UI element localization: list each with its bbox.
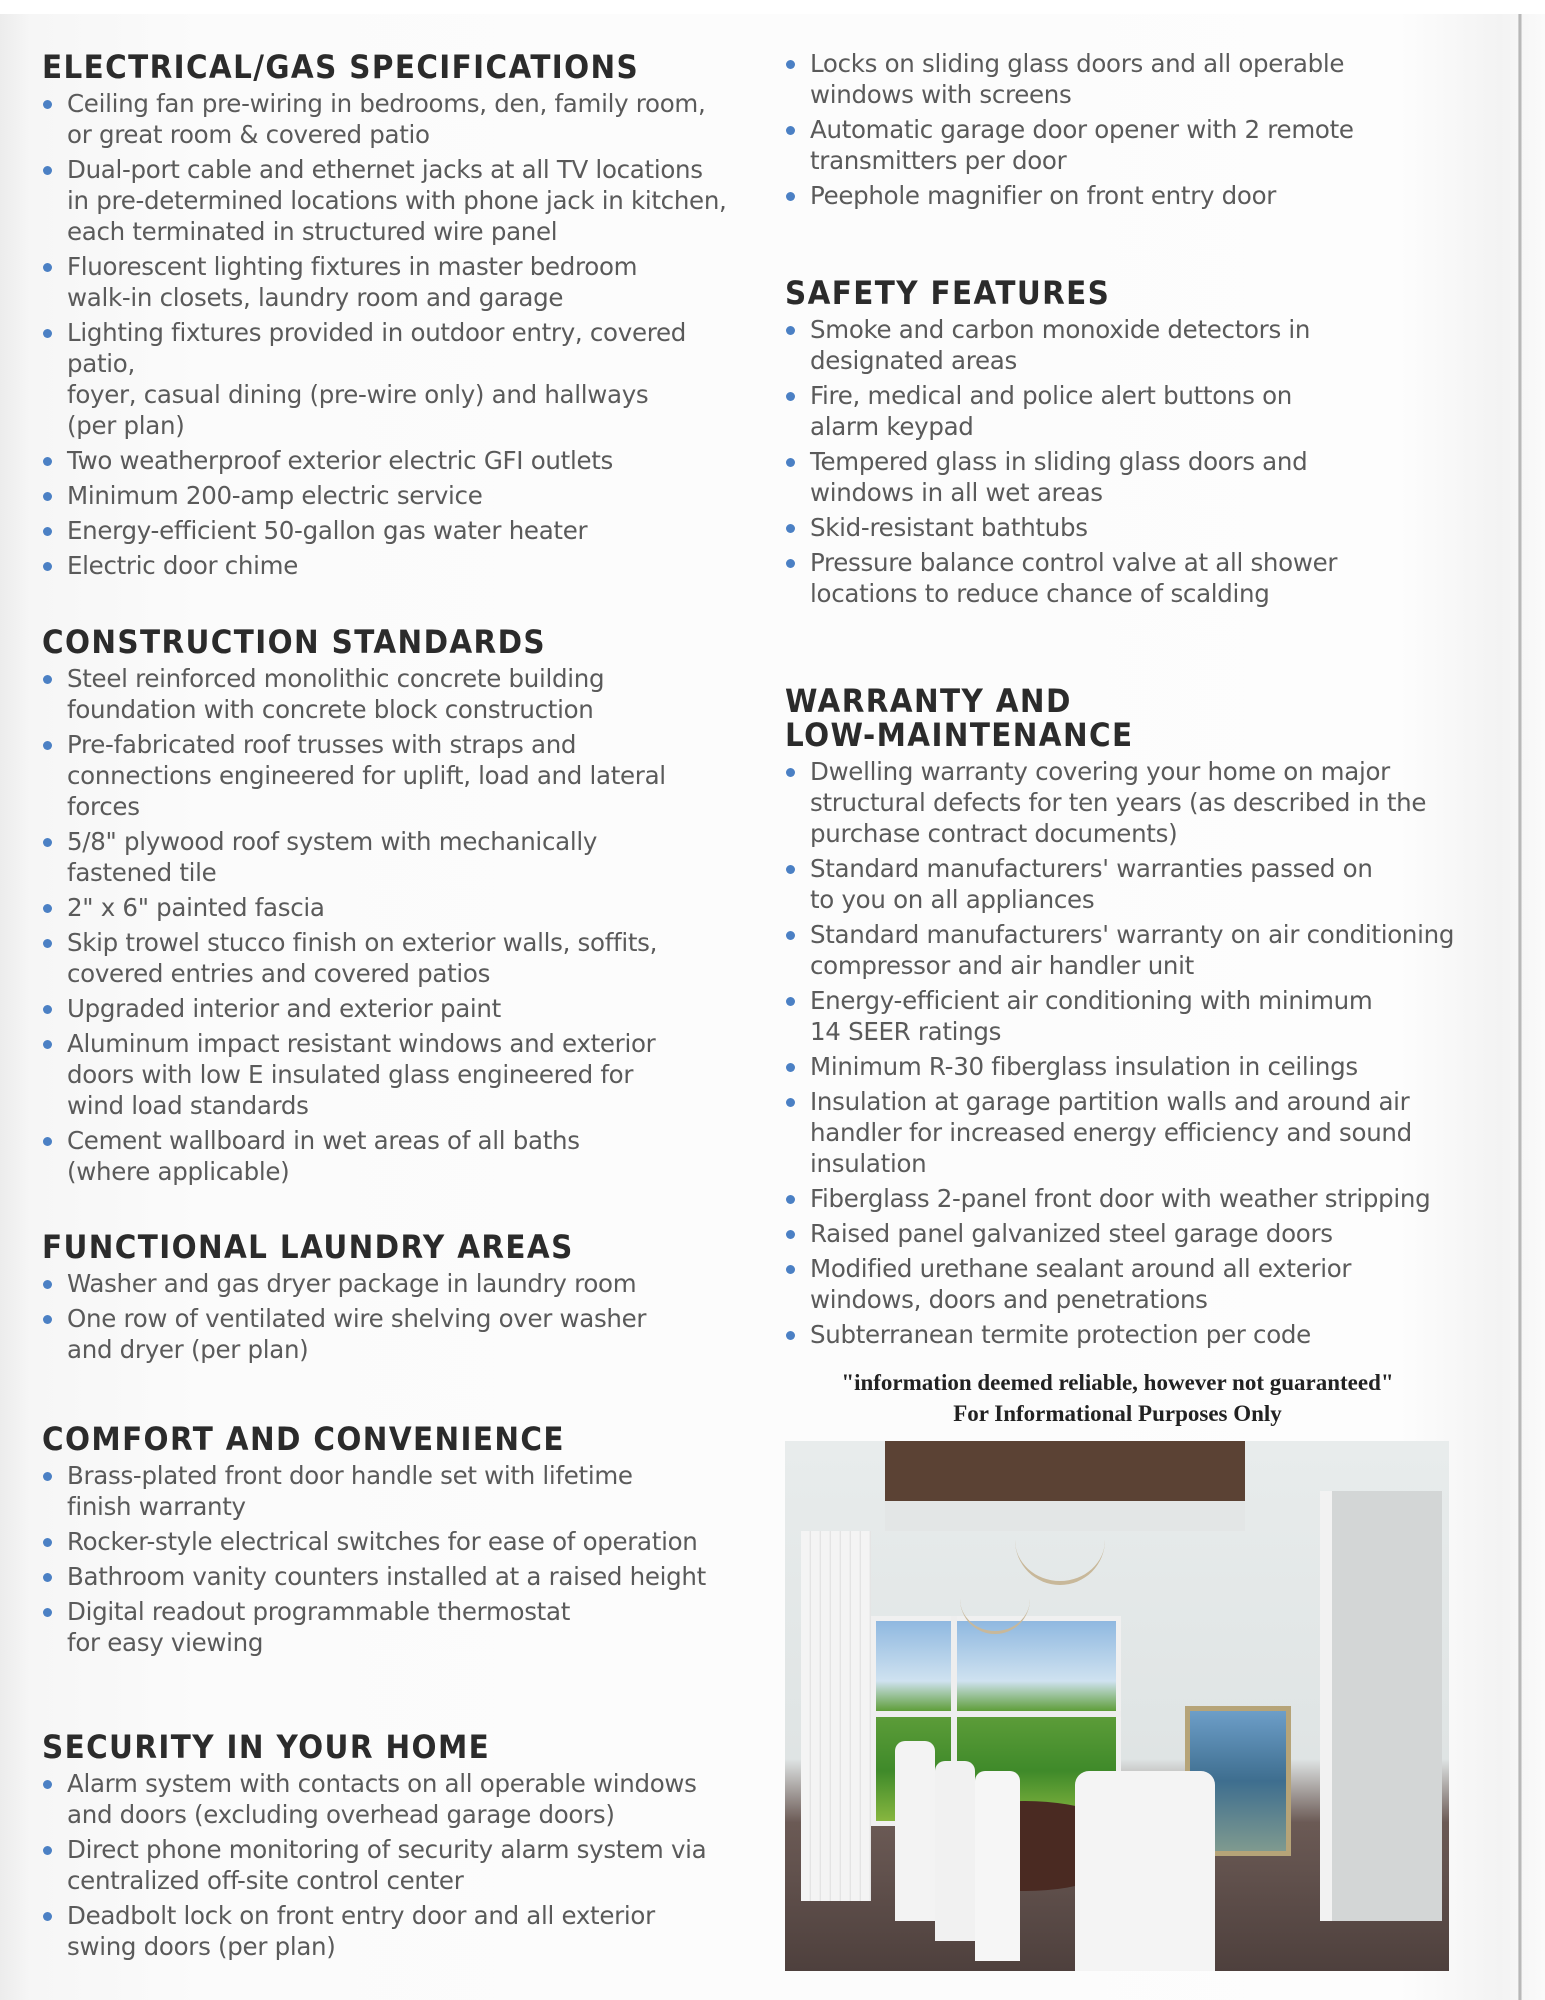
- list-item-text: Peephole magnifier on front entry door: [810, 181, 1277, 210]
- list-item: [42, 826, 742, 888]
- list-item: [785, 853, 1485, 915]
- list-item: [42, 1268, 742, 1299]
- bullet-icon: [786, 60, 795, 69]
- list-item: [42, 445, 742, 476]
- list-item: [42, 1303, 742, 1365]
- list-item: [42, 154, 742, 247]
- list-item: [42, 1900, 742, 1962]
- list-item-text: Pressure balance control valve at all shower locations to reduce chance of scalding: [810, 548, 1338, 608]
- bullet-list: [42, 1768, 742, 1962]
- bullet-icon: [786, 192, 795, 201]
- list-item: [785, 1051, 1485, 1082]
- list-item: [42, 317, 742, 441]
- list-item-text: Energy-efficient 50-gallon gas water heater: [67, 516, 588, 545]
- list-item: [785, 314, 1485, 376]
- section-right_column-0: [785, 48, 1485, 215]
- section-right_column-1: [785, 276, 1485, 613]
- list-item: [42, 1561, 742, 1592]
- list-item: [42, 88, 742, 150]
- list-item-text: Deadbolt lock on front entry door and all exterior swing doors (per plan): [67, 1901, 655, 1961]
- list-item: [785, 446, 1485, 508]
- list-item-text: Dwelling warranty covering your home on major structural defects for ten years (as described in the purchase contract documents): [810, 757, 1427, 848]
- dining-room-photo: [785, 1441, 1449, 1971]
- bullet-icon: [43, 457, 52, 466]
- list-item-text: Smoke and carbon monoxide detectors in designated areas: [810, 315, 1311, 375]
- section-heading: SECURITY IN YOUR HOME: [42, 1728, 491, 1766]
- section-left_column-2: [42, 1230, 742, 1369]
- bullet-icon: [786, 326, 795, 335]
- list-item: [785, 180, 1485, 211]
- list-item-text: Locks on sliding glass doors and all operable windows with screens: [810, 49, 1345, 109]
- list-item-text: Brass-plated front door handle set with lifetime finish warranty: [67, 1461, 633, 1521]
- list-item: [785, 1183, 1485, 1214]
- list-item: [785, 985, 1485, 1047]
- list-item: [785, 1319, 1485, 1350]
- list-item: [42, 550, 742, 581]
- list-item-text: Modified urethane sealant around all exterior windows, doors and penetrations: [810, 1254, 1352, 1314]
- list-item: [785, 1218, 1485, 1249]
- list-item-text: Direct phone monitoring of security alarm system via centralized off-site control center: [67, 1835, 707, 1895]
- list-item-text: Insulation at garage partition walls and around air handler for increased energy efficiency and sound insulation: [810, 1087, 1412, 1178]
- section-left_column-0: [42, 50, 742, 585]
- list-item: [42, 993, 742, 1024]
- list-item: [42, 1125, 742, 1187]
- bullet-icon: [786, 392, 795, 401]
- list-item-text: Electric door chime: [67, 551, 299, 580]
- bullet-icon: [43, 1846, 52, 1855]
- list-item: [785, 114, 1485, 176]
- bullet-icon: [43, 329, 52, 338]
- list-item-text: Bathroom vanity counters installed at a raised height: [67, 1562, 706, 1591]
- bullet-icon: [43, 675, 52, 684]
- list-item: [785, 1086, 1485, 1179]
- bullet-list: [42, 1268, 742, 1365]
- bullet-icon: [43, 100, 52, 109]
- list-item-text: Fluorescent lighting fixtures in master bedroom walk-in closets, laundry room and garage: [67, 252, 638, 312]
- bullet-icon: [43, 1912, 52, 1921]
- list-item-text: Aluminum impact resistant windows and exterior doors with low E insulated glass engineered for wind load standards: [67, 1029, 656, 1120]
- list-item-text: Dual-port cable and ethernet jacks at all TV locations in pre-determined locations with phone jack in kitchen, each terminated in structured wire panel: [67, 155, 727, 246]
- bullet-icon: [786, 524, 795, 533]
- list-item-text: 5/8" plywood roof system with mechanically fastened tile: [67, 827, 598, 887]
- section-left_column-1: [42, 625, 742, 1191]
- bullet-icon: [786, 458, 795, 467]
- list-item-text: Energy-efficient air conditioning with minimum 14 SEER ratings: [810, 986, 1373, 1046]
- list-item: [42, 1768, 742, 1830]
- bullet-icon: [786, 1063, 795, 1072]
- list-item: [42, 515, 742, 546]
- list-item: [42, 1526, 742, 1557]
- bullet-list: [785, 756, 1485, 1350]
- list-item-text: Tempered glass in sliding glass doors and windows in all wet areas: [810, 447, 1308, 507]
- bullet-icon: [43, 1005, 52, 1014]
- bullet-icon: [43, 1573, 52, 1582]
- bullet-icon: [43, 838, 52, 847]
- list-item: [785, 48, 1485, 110]
- bullet-list: [42, 663, 742, 1187]
- list-item-text: Washer and gas dryer package in laundry room: [67, 1269, 637, 1298]
- section-heading: FUNCTIONAL LAUNDRY AREAS: [42, 1228, 574, 1266]
- bullet-icon: [43, 263, 52, 272]
- list-item: [785, 756, 1485, 849]
- list-item-text: Cement wallboard in wet areas of all baths (where applicable): [67, 1126, 580, 1186]
- list-item-text: Lighting fixtures provided in outdoor entry, covered patio, foyer, casual dining (pre-wire only) and hallways (per plan): [67, 318, 686, 440]
- list-item-text: Fire, medical and police alert buttons on alarm keypad: [810, 381, 1292, 441]
- list-item: [42, 1460, 742, 1522]
- bullet-icon: [786, 126, 795, 135]
- bullet-icon: [43, 166, 52, 175]
- list-item: [785, 512, 1485, 543]
- list-item-text: Pre-fabricated roof trusses with straps and connections engineered for uplift, load and lateral forces: [67, 730, 666, 821]
- list-item-text: 2" x 6" painted fascia: [67, 893, 325, 922]
- page-top-margin: [0, 0, 1545, 14]
- list-item: [42, 1028, 742, 1121]
- list-item-text: Skip trowel stucco finish on exterior walls, soffits, covered entries and covered patios: [67, 928, 658, 988]
- list-item: [42, 1834, 742, 1896]
- list-item-text: Standard manufacturers' warranties passed on to you on all appliances: [810, 854, 1373, 914]
- list-item: [785, 547, 1485, 609]
- bullet-icon: [43, 1608, 52, 1617]
- bullet-icon: [43, 1137, 52, 1146]
- list-item-text: Standard manufacturers' warranty on air conditioning compressor and air handler unit: [810, 920, 1455, 980]
- list-item-text: Alarm system with contacts on all operable windows and doors (excluding overhead garage doors): [67, 1769, 697, 1829]
- bullet-icon: [786, 997, 795, 1006]
- bullet-icon: [786, 1098, 795, 1107]
- bullet-icon: [786, 1230, 795, 1239]
- section-heading: COMFORT AND CONVENIENCE: [42, 1420, 565, 1458]
- list-item-text: Upgraded interior and exterior paint: [67, 994, 501, 1023]
- bullet-icon: [786, 559, 795, 568]
- list-item: [42, 663, 742, 725]
- section-heading: ELECTRICAL/GAS SPECIFICATIONS: [42, 48, 640, 86]
- page-edge-shadow: [1518, 14, 1522, 2000]
- bullet-list: [42, 88, 742, 581]
- list-item-text: Subterranean termite protection per code: [810, 1320, 1311, 1349]
- bullet-icon: [43, 492, 52, 501]
- list-item-text: Automatic garage door opener with 2 remote transmitters per door: [810, 115, 1354, 175]
- bullet-icon: [43, 1280, 52, 1289]
- bullet-icon: [43, 1472, 52, 1481]
- list-item: [42, 480, 742, 511]
- list-item: [42, 251, 742, 313]
- bullet-list: [785, 48, 1485, 211]
- section-left_column-4: [42, 1730, 742, 1966]
- disclaimer: "information deemed reliable, however not guaranteed" For Informational Purposes Only: [841, 1370, 1394, 1426]
- list-item-text: One row of ventilated wire shelving over washer and dryer (per plan): [67, 1304, 647, 1364]
- section-heading: SAFETY FEATURES: [785, 274, 1111, 312]
- bullet-icon: [43, 1780, 52, 1789]
- list-item-text: Steel reinforced monolithic concrete building foundation with concrete block construction: [67, 664, 605, 724]
- section-heading: CONSTRUCTION STANDARDS: [42, 623, 547, 661]
- bullet-icon: [786, 1265, 795, 1274]
- list-item-text: Two weatherproof exterior electric GFI outlets: [67, 446, 613, 475]
- section-heading: WARRANTY AND LOW-MAINTENANCE: [785, 682, 1134, 754]
- bullet-icon: [43, 1040, 52, 1049]
- list-item: [42, 729, 742, 822]
- list-item: [42, 1596, 742, 1658]
- list-item-text: Minimum R-30 fiberglass insulation in ceilings: [810, 1052, 1358, 1081]
- bullet-list: [785, 314, 1485, 609]
- bullet-icon: [786, 865, 795, 874]
- list-item-text: Digital readout programmable thermostat for easy viewing: [67, 1597, 571, 1657]
- bullet-icon: [43, 1538, 52, 1547]
- list-item-text: Minimum 200-amp electric service: [67, 481, 483, 510]
- bullet-icon: [43, 741, 52, 750]
- section-right_column-2: [785, 684, 1485, 1354]
- bullet-icon: [43, 904, 52, 913]
- bullet-icon: [786, 1331, 795, 1340]
- bullet-icon: [786, 931, 795, 940]
- list-item: [42, 892, 742, 923]
- bullet-list: [42, 1460, 742, 1658]
- list-item: [785, 380, 1485, 442]
- list-item-text: Ceiling fan pre-wiring in bedrooms, den, family room, or great room & covered patio: [67, 89, 706, 149]
- list-item: [785, 919, 1485, 981]
- bullet-icon: [43, 1315, 52, 1324]
- section-left_column-3: [42, 1422, 742, 1662]
- list-item-text: Skid-resistant bathtubs: [810, 513, 1088, 542]
- list-item-text: Fiberglass 2-panel front door with weather stripping: [810, 1184, 1431, 1213]
- bullet-icon: [786, 768, 795, 777]
- bullet-icon: [43, 562, 52, 571]
- list-item: [785, 1253, 1485, 1315]
- bullet-icon: [786, 1195, 795, 1204]
- list-item-text: Rocker-style electrical switches for ease of operation: [67, 1527, 698, 1556]
- list-item: [42, 927, 742, 989]
- bullet-icon: [43, 939, 52, 948]
- list-item-text: Raised panel galvanized steel garage doors: [810, 1219, 1333, 1248]
- bullet-icon: [43, 527, 52, 536]
